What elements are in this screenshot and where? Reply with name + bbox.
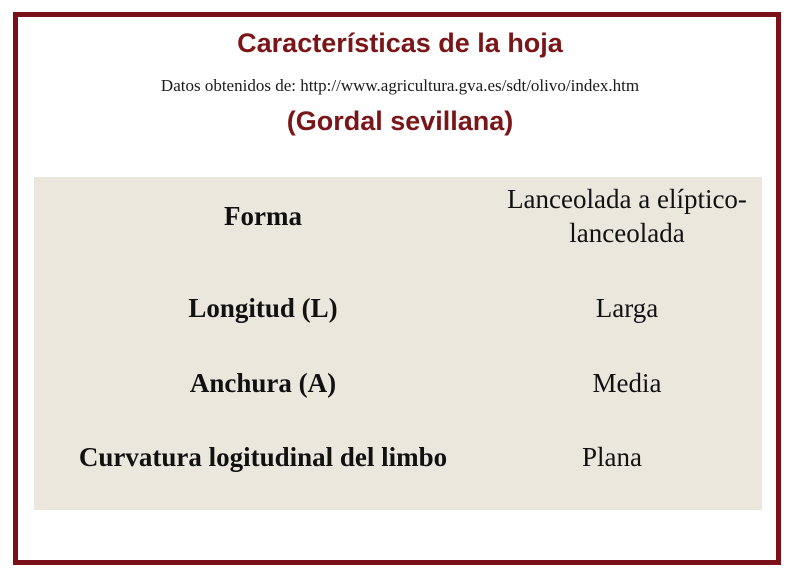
page-title: Características de la hoja [237,28,563,58]
row-label: Anchura (A) [189,367,337,398]
page-subtitle: (Gordal sevillana) [286,106,514,136]
row-value: Media [592,368,662,398]
row-value: Plana [582,442,642,472]
row-label: Curvatura logitudinal del limbo [78,441,448,472]
row-label: Forma [224,200,302,231]
row-value: Lanceolada a elíptico-lanceolada [507,184,747,248]
table-row-anchura [34,365,762,401]
table-row-curvatura [34,439,762,475]
row-value: Larga [595,293,659,323]
row-label: Longitud (L) [188,292,338,323]
characteristics-table [34,177,762,510]
table-row-forma [34,180,762,252]
source-note: Datos obtenidos de: http://www.agricultura.gva.es/sdt/olivo/index.htm [160,76,640,95]
table-row-longitud [34,290,762,326]
